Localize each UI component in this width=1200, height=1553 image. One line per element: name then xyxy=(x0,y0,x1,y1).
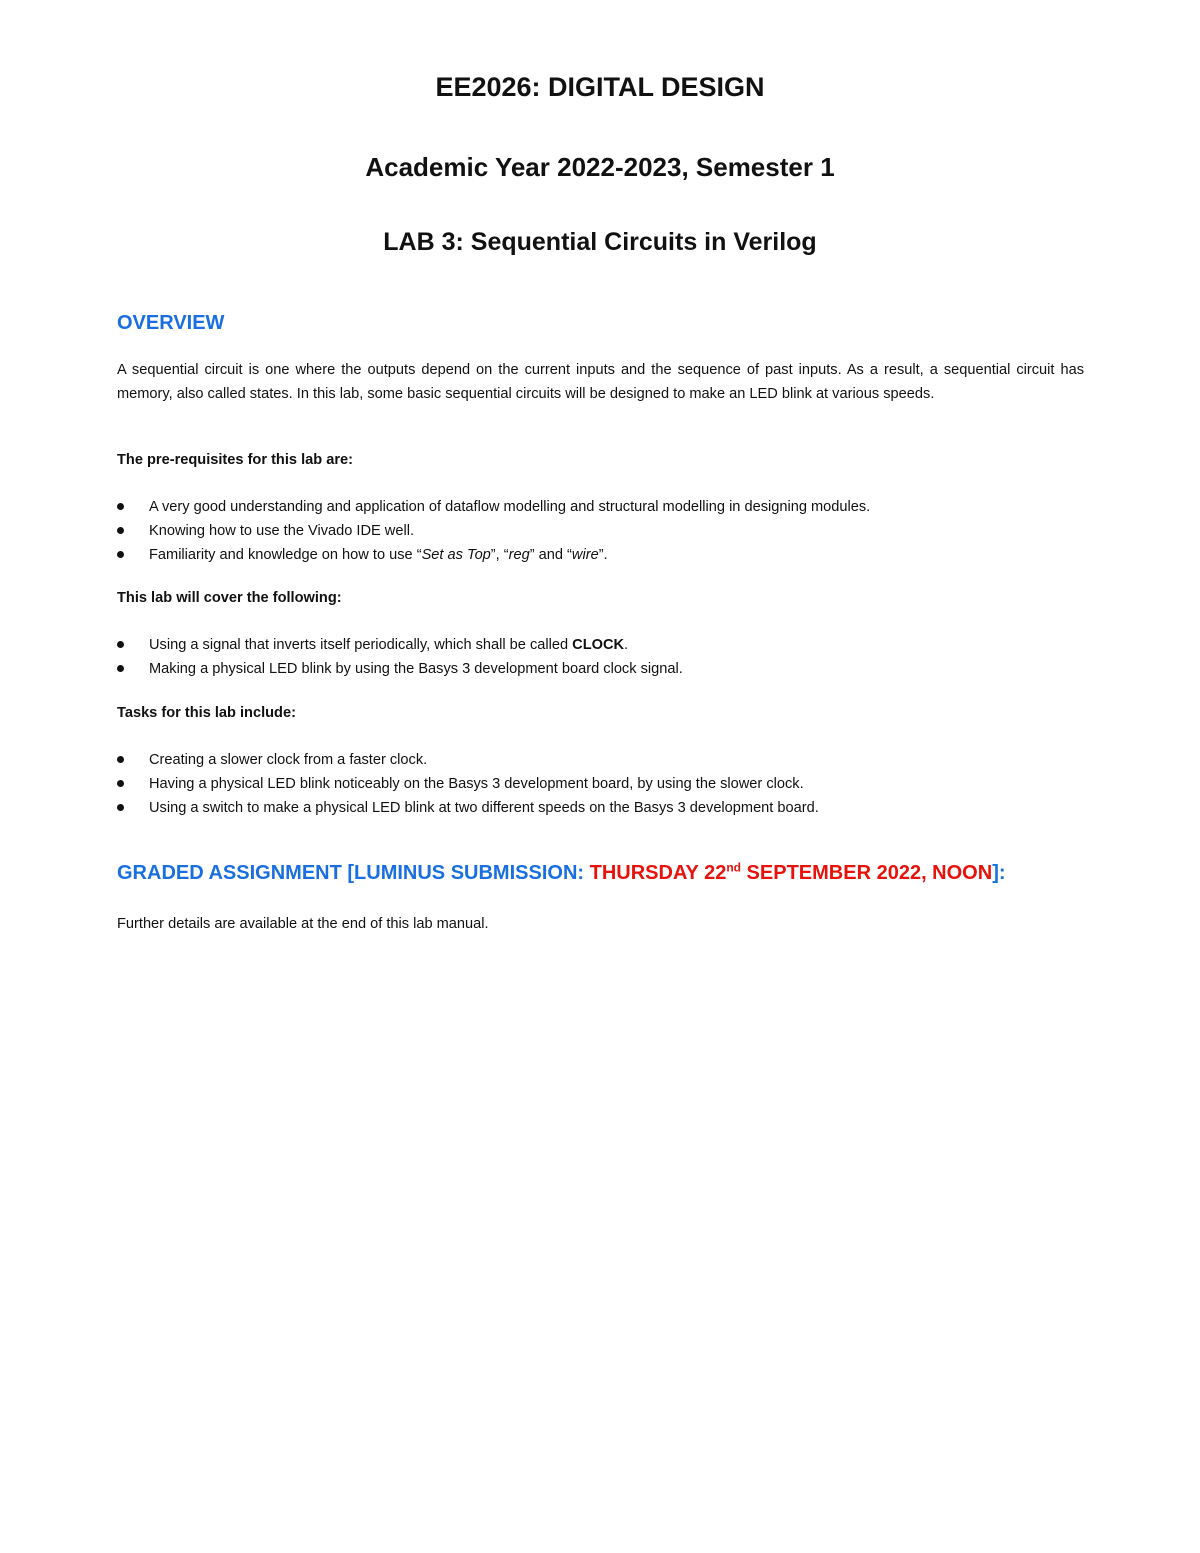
deadline-superscript: nd xyxy=(726,860,741,875)
deadline-rest: SEPTEMBER 2022, NOON xyxy=(741,862,993,884)
list-item-text: Knowing how to use the Vivado IDE well. xyxy=(149,523,415,539)
covers-list xyxy=(117,633,683,681)
term-reg: reg xyxy=(508,547,530,563)
clock-term: CLOCK xyxy=(572,637,625,653)
overview-paragraph: A sequential circuit is one where the outputs depend on the current inputs and the sequence of past inputs. As a result, a sequential circuit has memory, also called states. In this lab, some basic sequential circuits will be designed to make an LED blink at various speeds. xyxy=(117,362,1084,402)
list-item xyxy=(117,543,870,567)
bullet-icon xyxy=(117,641,124,648)
list-item-suffix: ”. xyxy=(598,547,608,563)
course-title: EE2026: DIGITAL DESIGN xyxy=(435,72,765,102)
list-item xyxy=(117,796,819,820)
list-item-text: Creating a slower clock from a faster clock. xyxy=(149,752,428,768)
deadline-day: THURSDAY 22 xyxy=(589,862,727,884)
bullet-icon xyxy=(117,756,124,763)
prerequisites-title: The pre-requisites for this lab are: xyxy=(117,452,353,468)
list-item-text-prefix: Familiarity and knowledge on how to use “ xyxy=(149,547,422,563)
bullet-icon xyxy=(117,527,124,534)
list-item xyxy=(117,519,870,543)
graded-heading-part1: GRADED ASSIGNMENT [LUMINUS SUBMISSION: xyxy=(117,862,590,884)
covers-title: This lab will cover the following: xyxy=(117,590,342,606)
list-item-separator: ” and “ xyxy=(529,547,572,563)
overview-heading: OVERVIEW xyxy=(117,312,225,334)
bullet-icon xyxy=(117,780,124,787)
list-item-text: Making a physical LED blink by using the Basys 3 development board clock signal. xyxy=(149,661,683,677)
bullet-icon xyxy=(117,665,124,672)
list-item-text: Using a switch to make a physical LED blink at two different speeds on the Basys 3 development board. xyxy=(149,800,819,816)
academic-year: Academic Year 2022-2023, Semester 1 xyxy=(365,152,835,182)
bullet-icon xyxy=(117,804,124,811)
list-item xyxy=(117,495,870,519)
list-item-text-prefix: Using a signal that inverts itself periodically, which shall be called xyxy=(149,637,573,653)
prerequisites-list xyxy=(117,495,870,567)
tasks-title: Tasks for this lab include: xyxy=(117,705,296,721)
bullet-icon xyxy=(117,551,124,558)
graded-assignment-heading xyxy=(117,862,1006,885)
list-item xyxy=(117,748,819,772)
lab-title: LAB 3: Sequential Circuits in Verilog xyxy=(383,228,817,256)
list-item-suffix: . xyxy=(624,637,629,653)
list-item-text: Having a physical LED blink noticeably on the Basys 3 development board, by using the slower clock. xyxy=(149,776,804,792)
list-item xyxy=(117,633,683,657)
tasks-list xyxy=(117,748,819,820)
graded-heading-part2: ]: xyxy=(992,862,1006,884)
list-item-text: A very good understanding and application of dataflow modelling and structural modelling in designing modules. xyxy=(149,499,871,515)
bullet-icon xyxy=(117,503,124,510)
list-item xyxy=(117,657,683,681)
term-wire: wire xyxy=(571,547,599,563)
further-details-text: Further details are available at the end of this lab manual. xyxy=(117,916,489,932)
list-item-separator: ”, “ xyxy=(490,547,509,563)
term-set-as-top: Set as Top xyxy=(421,547,491,563)
list-item xyxy=(117,772,819,796)
